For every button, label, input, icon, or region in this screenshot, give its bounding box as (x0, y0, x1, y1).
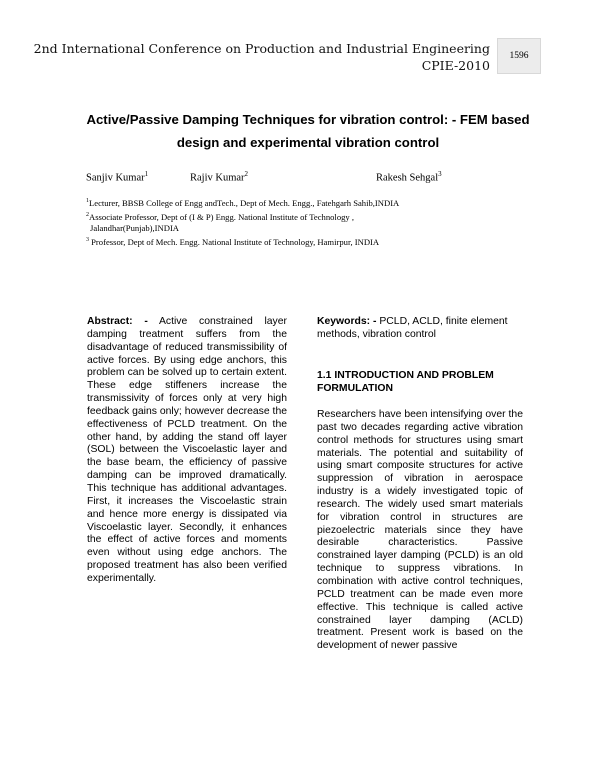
author-name: Rajiv Kumar (190, 172, 245, 184)
section-heading: 1.1 INTRODUCTION AND PROBLEM FORMULATION (317, 370, 494, 394)
abstract-label: Abstract: - (87, 316, 148, 327)
introduction-text: Researchers have been intensifying over the past two decades regarding active vibration control methods for structures using smart materials. The potential and suitability of using smart composite structures for active suppression of vibration in aerospace industry is a widely investigated topic of research. The widely used smart materials for vibration control in structures are piezoelectric materials since they have desirable characteristics. Passive constrained layer damping (PCLD) is an old technique to suppress vibrations. In combination with active control techniques, PCLD treatment can be made even more effective. This technique is called active constrained layer damping (ACLD) treatment. Present work is based on the development of newer passive (317, 409, 523, 652)
keywords-text: PCLD, ACLD, finite element methods, vibration control (317, 316, 508, 340)
author-sup: 2 (244, 170, 249, 178)
affiliation-2-cont (86, 223, 399, 235)
conference-name: 2nd International Conference on Production and Industrial Engineering (33, 41, 490, 56)
keywords (317, 316, 523, 342)
author-3 (376, 170, 442, 184)
author-sup: 1 (144, 170, 149, 178)
paper-title (60, 108, 556, 154)
affiliation-1 (86, 196, 399, 210)
affiliation-text: Lecturer, BBSB College of Engg andTech., Dept of Mech. Engg., Fatehgarh Sahib,INDIA (89, 197, 400, 208)
affiliation-text: Associate Professor, Dept of (I & P) Engg. National Institute of Technology , (89, 211, 355, 222)
abstract (87, 316, 287, 586)
title-line-1: Active/Passive Damping Techniques for vibration control: - FEM based (86, 112, 530, 127)
author-1 (86, 170, 148, 184)
author-sup: 3 (438, 170, 442, 178)
conference-code: CPIE-2010 (421, 58, 490, 73)
affiliations (86, 196, 399, 249)
affiliation-text: Jalandhar(Punjab),INDIA (90, 223, 180, 234)
author-name: Sanjiv Kumar (86, 172, 145, 184)
title-line-2: design and experimental vibration control (176, 135, 440, 150)
affiliation-3 (86, 235, 399, 249)
affiliation-sup: 2 (86, 211, 89, 218)
affiliation-sup: 3 (86, 237, 89, 244)
conference-header (34, 40, 490, 74)
affiliation-sup: 1 (86, 198, 89, 204)
page-number: 1596 (497, 38, 541, 74)
affiliation-text: Professor, Dept of Mech. Engg. National Institute of Technology, Hamirpur, INDIA (89, 236, 380, 247)
affiliation-2 (86, 210, 399, 224)
author-name: Rakesh Sehgal (376, 172, 439, 184)
author-2 (190, 170, 248, 184)
abstract-text: Active constrained layer damping treatment suffers from the disadvantage of reduced transmissibility of active forces. By using edge anchors, this problem can be solved up to certain extent. These edge stiffeners increase the transmissivity of forces only at very high feedback gains only; however decrease the effectiveness of PCLD treatment. On the other hand, by adding the stand off layer (SOL) between the Viscoelastic layer and the base beam, the efficiency of passive damping can be improved dramatically. This technique has additional advantages. First, it increases the Viscoelastic strain and hence more energy is dissipated via Viscoelastic layer. Secondly, it enhances the effect of active forces and moments even without using edge anchors. The proposed treatment has also been verified experimentally. (87, 316, 287, 584)
keywords-label: Keywords: - (317, 316, 377, 327)
